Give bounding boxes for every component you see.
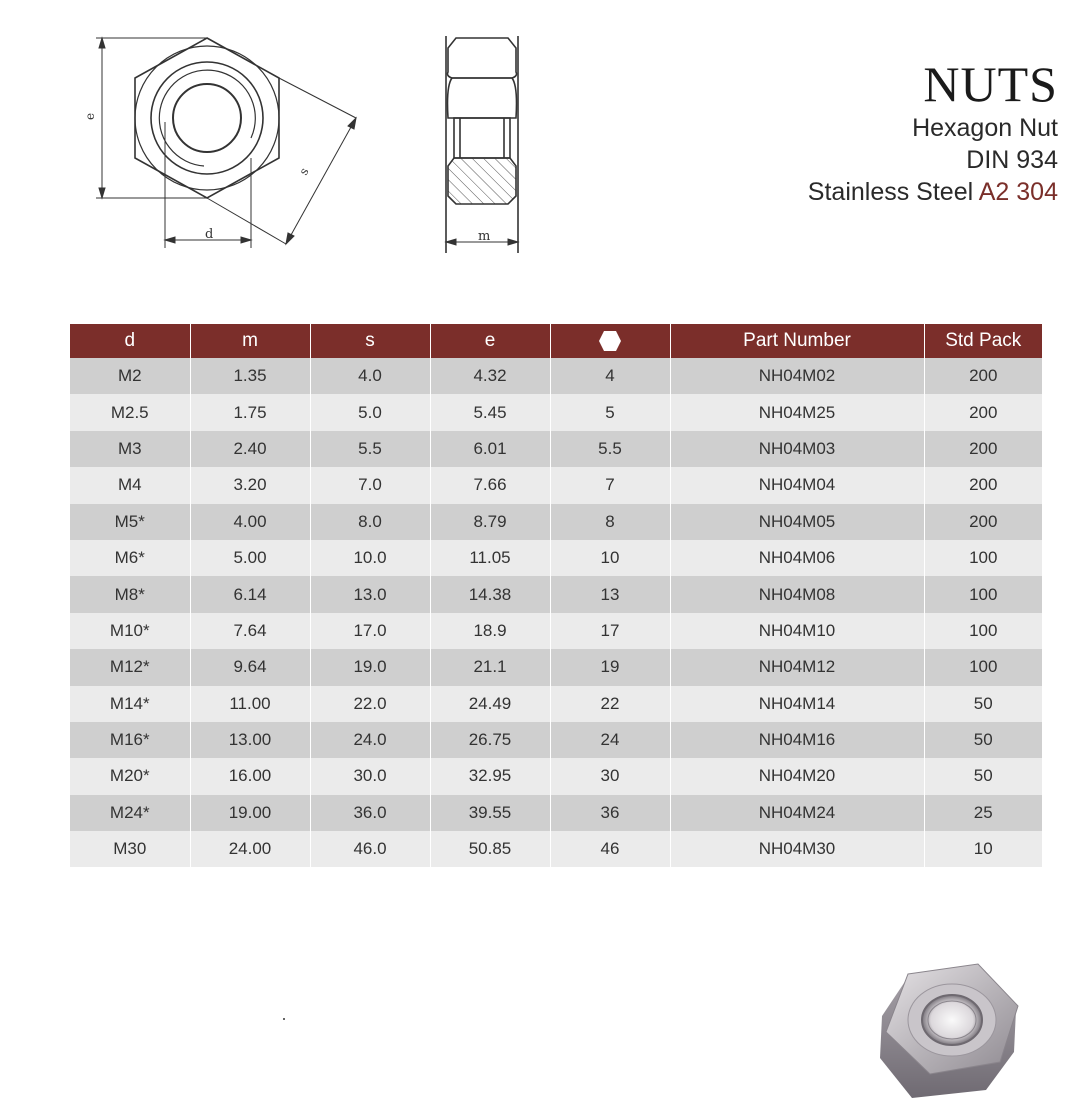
col-header-s: s [310, 324, 430, 358]
table-header-row [70, 324, 1042, 358]
cell-s: 46.0 [310, 831, 430, 867]
cell-pack: 100 [924, 613, 1042, 649]
table-row [70, 613, 1042, 649]
cell-d: M3 [70, 431, 190, 467]
cell-hex: 10 [550, 540, 670, 576]
cell-e: 8.79 [430, 504, 550, 540]
cell-m: 19.00 [190, 795, 310, 831]
table-row [70, 722, 1042, 758]
table-row [70, 467, 1042, 503]
spec-table [70, 324, 1042, 867]
cell-pack: 100 [924, 649, 1042, 685]
chamfer-circle [135, 46, 279, 190]
cell-d: M14* [70, 686, 190, 722]
material-grade: A2 304 [978, 178, 1058, 206]
label-e: e [83, 112, 97, 120]
nut-photo [876, 962, 1026, 1107]
cell-d: M30 [70, 831, 190, 867]
cell-d: M6* [70, 540, 190, 576]
cell-pack: 25 [924, 795, 1042, 831]
cell-part: NH04M24 [670, 795, 924, 831]
cell-d: M8* [70, 576, 190, 612]
cell-d: M2.5 [70, 394, 190, 430]
table-row [70, 504, 1042, 540]
cell-d: M5* [70, 504, 190, 540]
cell-part: NH04M04 [670, 467, 924, 503]
top-view-drawing [83, 28, 376, 258]
table-row [70, 758, 1042, 794]
cell-pack: 50 [924, 722, 1042, 758]
cell-pack: 100 [924, 540, 1042, 576]
cell-s: 7.0 [310, 467, 430, 503]
cell-m: 11.00 [190, 686, 310, 722]
product-name: Hexagon Nut [912, 114, 1058, 142]
hex-nut-image [876, 962, 1026, 1102]
cell-e: 14.38 [430, 576, 550, 612]
side-view-drawing [432, 28, 542, 263]
hex-wrench-icon [598, 330, 622, 352]
col-header-part-number: Part Number [670, 324, 924, 358]
cell-e: 11.05 [430, 540, 550, 576]
cell-hex: 24 [550, 722, 670, 758]
label-d: d [205, 227, 214, 242]
table-row [70, 431, 1042, 467]
cell-d: M10* [70, 613, 190, 649]
cell-d: M2 [70, 358, 190, 394]
cell-part: NH04M20 [670, 758, 924, 794]
bore-circle [173, 84, 241, 152]
cell-part: NH04M14 [670, 686, 924, 722]
cell-m: 4.00 [190, 504, 310, 540]
table-row [70, 649, 1042, 685]
cell-s: 5.0 [310, 394, 430, 430]
cell-e: 24.49 [430, 686, 550, 722]
cell-d: M12* [70, 649, 190, 685]
cell-hex: 17 [550, 613, 670, 649]
cell-m: 16.00 [190, 758, 310, 794]
cell-pack: 200 [924, 394, 1042, 430]
cell-s: 19.0 [310, 649, 430, 685]
cell-m: 2.40 [190, 431, 310, 467]
cell-pack: 50 [924, 686, 1042, 722]
cell-s: 8.0 [310, 504, 430, 540]
cell-hex: 19 [550, 649, 670, 685]
side-hatched-section [448, 158, 516, 204]
side-upper-face [448, 78, 517, 118]
col-header-d: d [70, 324, 190, 358]
product-standard: DIN 934 [966, 146, 1058, 174]
table-row [70, 358, 1042, 394]
cell-pack: 200 [924, 504, 1042, 540]
cell-part: NH04M16 [670, 722, 924, 758]
cell-hex: 46 [550, 831, 670, 867]
cell-s: 5.5 [310, 431, 430, 467]
cell-s: 30.0 [310, 758, 430, 794]
cell-e: 5.45 [430, 394, 550, 430]
cell-part: NH04M08 [670, 576, 924, 612]
cell-pack: 50 [924, 758, 1042, 794]
stray-mark [283, 1018, 285, 1020]
table-row [70, 795, 1042, 831]
cell-pack: 100 [924, 576, 1042, 612]
cell-hex: 30 [550, 758, 670, 794]
cell-part: NH04M10 [670, 613, 924, 649]
cell-s: 17.0 [310, 613, 430, 649]
col-header-e: e [430, 324, 550, 358]
cell-e: 4.32 [430, 358, 550, 394]
cell-pack: 10 [924, 831, 1042, 867]
cell-pack: 200 [924, 431, 1042, 467]
cell-hex: 22 [550, 686, 670, 722]
cell-part: NH04M06 [670, 540, 924, 576]
cell-e: 50.85 [430, 831, 550, 867]
cell-s: 36.0 [310, 795, 430, 831]
cell-hex: 36 [550, 795, 670, 831]
col-header-std-pack: Std Pack [924, 324, 1042, 358]
cell-e: 21.1 [430, 649, 550, 685]
cell-m: 9.64 [190, 649, 310, 685]
cell-m: 1.35 [190, 358, 310, 394]
cell-e: 7.66 [430, 467, 550, 503]
cell-part: NH04M30 [670, 831, 924, 867]
cell-s: 22.0 [310, 686, 430, 722]
table-row [70, 686, 1042, 722]
cell-m: 13.00 [190, 722, 310, 758]
cell-d: M4 [70, 467, 190, 503]
table-row [70, 540, 1042, 576]
cell-hex: 13 [550, 576, 670, 612]
cell-hex: 8 [550, 504, 670, 540]
cell-part: NH04M25 [670, 394, 924, 430]
cell-hex: 5 [550, 394, 670, 430]
cell-hex: 4 [550, 358, 670, 394]
label-m: m [478, 229, 491, 244]
cell-s: 10.0 [310, 540, 430, 576]
cell-m: 24.00 [190, 831, 310, 867]
cell-e: 32.95 [430, 758, 550, 794]
cell-m: 6.14 [190, 576, 310, 612]
cell-s: 4.0 [310, 358, 430, 394]
cell-hex: 7 [550, 467, 670, 503]
col-header-hex [550, 324, 670, 358]
cell-d: M16* [70, 722, 190, 758]
side-top-chamfer [448, 38, 517, 78]
cell-s: 13.0 [310, 576, 430, 612]
cell-m: 5.00 [190, 540, 310, 576]
cell-e: 39.55 [430, 795, 550, 831]
page-title: NUTS [923, 56, 1058, 112]
cell-e: 26.75 [430, 722, 550, 758]
title-block [808, 56, 1058, 208]
hex-nut-side-view-svg [432, 28, 542, 258]
cell-m: 7.64 [190, 613, 310, 649]
label-s: s [296, 165, 312, 178]
cell-part: NH04M05 [670, 504, 924, 540]
material-prefix: Stainless Steel [807, 178, 974, 206]
cell-hex: 5.5 [550, 431, 670, 467]
thread-ring [151, 62, 263, 174]
table-row [70, 831, 1042, 867]
side-thread-section [454, 118, 510, 158]
cell-part: NH04M02 [670, 358, 924, 394]
cell-pack: 200 [924, 358, 1042, 394]
cell-part: NH04M12 [670, 649, 924, 685]
table-body [70, 358, 1042, 867]
cell-part: NH04M03 [670, 431, 924, 467]
product-material [808, 176, 1058, 208]
cell-s: 24.0 [310, 722, 430, 758]
cell-e: 18.9 [430, 613, 550, 649]
cell-pack: 200 [924, 467, 1042, 503]
cell-d: M24* [70, 795, 190, 831]
cell-e: 6.01 [430, 431, 550, 467]
cell-d: M20* [70, 758, 190, 794]
col-header-m: m [190, 324, 310, 358]
hex-nut-top-view-svg [83, 28, 376, 253]
table-row [70, 576, 1042, 612]
table-row [70, 394, 1042, 430]
cell-m: 3.20 [190, 467, 310, 503]
cell-m: 1.75 [190, 394, 310, 430]
